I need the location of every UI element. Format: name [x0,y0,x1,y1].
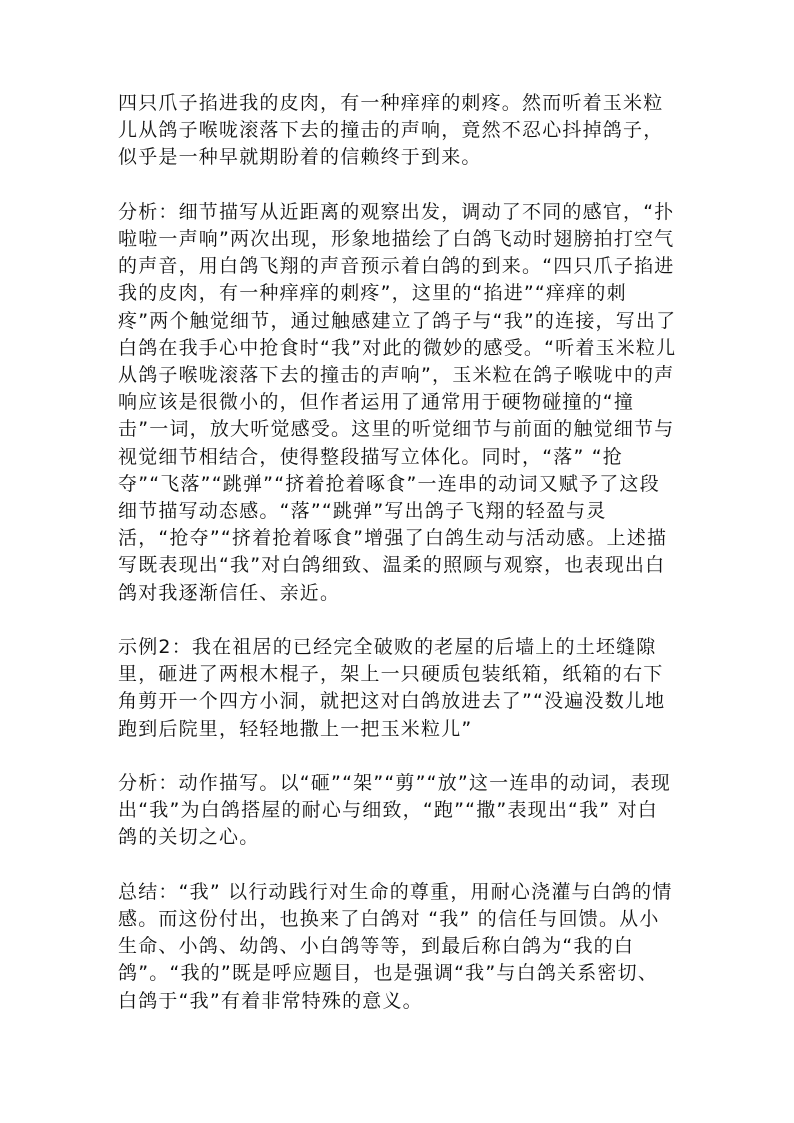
paragraph-quote: 四只爪子掐进我的皮肉，有一种痒痒的刺疼。然而听着玉米粒儿从鸽子喉咙滚落下去的撞击的声响，竟然不忍心抖掉鸽子，似乎是一种早就期盼着的信赖终于到来。 [118,92,664,169]
paragraph-gap [118,852,678,879]
document-page [118,90,678,1015]
paragraph-example-2: 示例2：我在祖居的已经完全破败的老屋的后墙上的土坯缝隙里，砸进了两根木棍子，架上一只硬质包装纸箱，纸箱的右下角剪开一个四方小洞，就把这对白鸽放进去了”“没遍没数儿地跑到后院里，轻轻地撒上一把玉米粒儿” [118,636,666,740]
paragraph-analysis-1: 分析：细节描写从近距离的观察出发，调动了不同的感官，“扑啦啦一声响”两次出现，形象地描绘了白鸽飞动时翅膀拍打空气的声音，用白鸽飞翔的声音预示着白鸽的到来。“四只爪子掐进我的皮肉，有一种痒痒的刺疼”，这里的“掐进”“痒痒的刺疼”两个触觉细节，通过触感建立了鸽子与“我”的连接，写出了白鸽在我手心中抢食时“我”对此的微妙的感受。“听着玉米粒儿从鸽子喉咙滚落下去的撞击的声响”，玉米粒在鸽子喉咙中的声响应该是很微小的，但作者运用了通常用于硬物碰撞的“撞击”一词，放大听觉感受。这里的听觉细节与前面的触觉细节与视觉细节相结合，使得整段描写立体化。同时，“落” “抢夺”“飞落”“跳弹”“挤着抢着啄食”一连串的动词又赋予了这段细节描写动态感。“落”“跳弹”写出鸽子飞翔的轻盈与灵活，“抢夺”“挤着抢着啄食”增强了白鸽生动与活动感。上述描写既表现出“我”对白鸽细致、温柔的照顾与观察，也表现出白鸽对我逐渐信任、亲近。 [118,200,677,604]
paragraph-summary: 总结：“我” 以行动践行对生命的尊重，用耐心浇灌与白鸽的情感。而这份付出，也换来了白鸽对 “我” 的信任与回馈。从小生命、小鸽、幼鸽、小白鸽等等，到最后称白鸽为“我的白鸽”。“我的”既是呼应题目，也是强调“我”与白鸽关系密切、白鸽于“我”有着非常特殊的意义。 [118,880,673,1012]
paragraph-gap [118,743,678,770]
paragraph-gap [118,607,678,634]
paragraph-gap [118,172,678,199]
paragraph-analysis-2: 分析：动作描写。以“砸”“架”“剪”“放”这一连串的动词，表现出“我”为白鸽搭屋的耐心与细致，“跑”“撒”表现出“我” 对白鸽的关切之心。 [118,772,671,849]
